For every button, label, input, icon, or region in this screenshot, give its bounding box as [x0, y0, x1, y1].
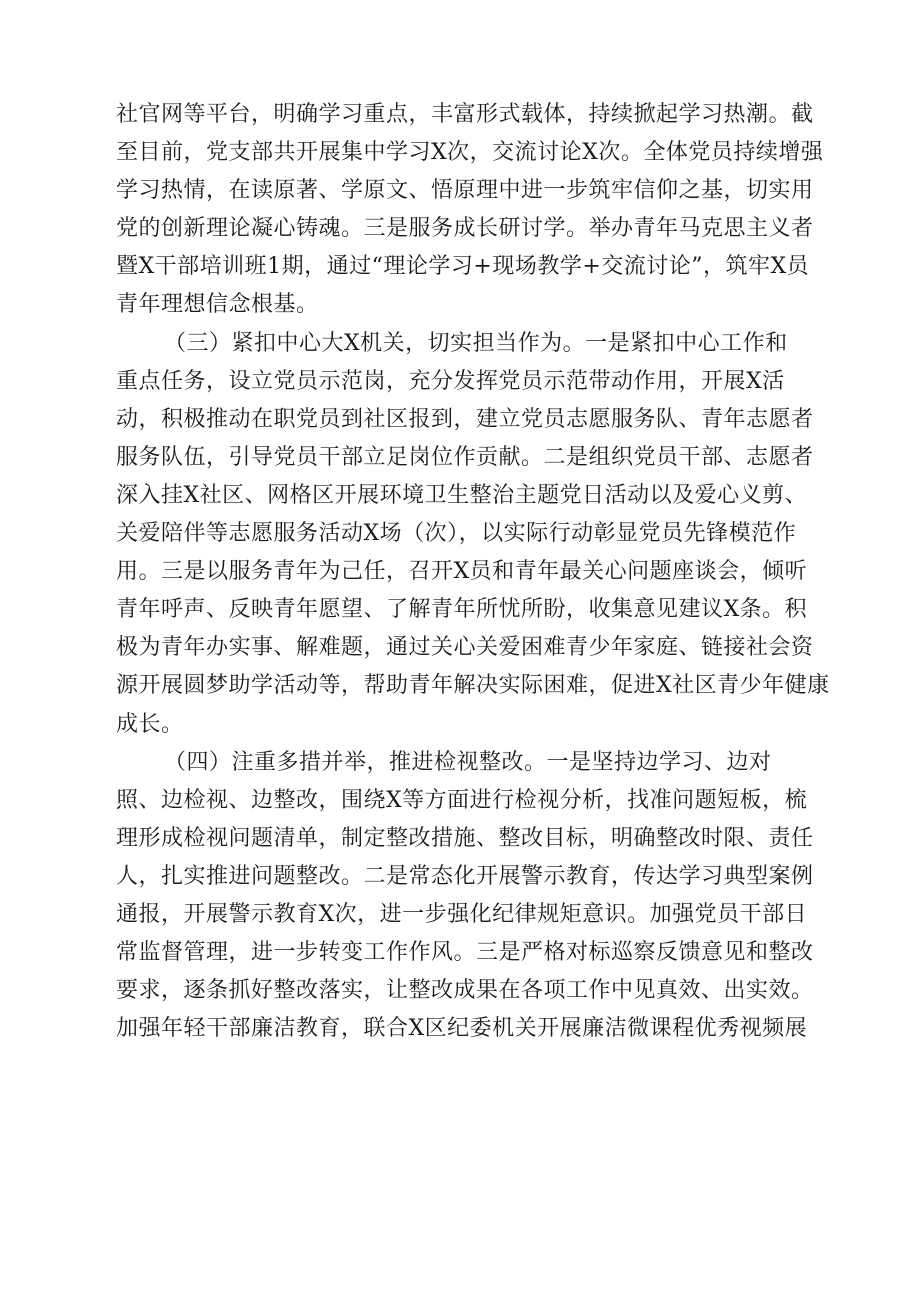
text-line: 党的创新理论凝心铸魂。三是服务成长研讨学。举办青年马克思主义者: [116, 216, 814, 242]
text-line: 社官网等平台，明确学习重点，丰富形式载体，持续掀起学习热潮。截: [116, 102, 814, 127]
section-heading-line: （四）注重多措并举，推进检视整改。一是坚持边学习、边对: [164, 749, 772, 775]
text-line: 加强年轻干部廉洁教育，联合X区纪委机关开展廉洁微课程优秀视频展: [116, 1016, 808, 1042]
text-line: 服务队伍，引导党员干部立足岗位作贡献。二是组织党员干部、志愿者: [116, 444, 814, 470]
text-line: 动，积极推动在职党员到社区报到，建立党员志愿服务队、青年志愿者: [116, 406, 814, 432]
document-body: [116, 96, 836, 1048]
text-line: 通报，开展警示教育X次，进一步强化纪律规矩意识。加强党员干部日: [116, 901, 808, 927]
text-line: 青年理想信念根基。: [116, 292, 319, 318]
text-line: 照、边检视、边整改，围绕X等方面进行检视分析，找准问题短板，梳: [116, 787, 808, 813]
text-line: 用。三是以服务青年为己任，召开X员和青年最关心问题座谈会，倾听: [116, 559, 808, 585]
section-heading-line: （三）紧扣中心大X机关，切实担当作为。一是紧扣中心工作和: [164, 330, 788, 356]
text-line: 深入挂X社区、网格区开展环境卫生整治主题党日活动以及爱心义剪、: [116, 482, 808, 508]
text-line: 人，扎实推进问题整改。二是常态化开展警示教育，传达学习典型案例: [116, 863, 814, 889]
text-line: 重点任务，设立党员示范岗，充分发挥党员示范带动作用，开展X活: [116, 368, 785, 394]
text-line: 极为青年办实事、解难题，通过关心关爱困难青少年家庭、链接社会资: [116, 635, 814, 661]
text-line: 关爱陪伴等志愿服务活动X场（次），以实际行动彰显党员先锋模范作: [116, 521, 797, 547]
text-line: 理形成检视问题清单，制定整改措施、整改目标，明确整改时限、责任: [116, 825, 814, 851]
text-line: 成长。: [116, 711, 184, 737]
text-line: 常监督管理，进一步转变工作作风。三是严格对标巡察反馈意见和整改: [116, 940, 814, 966]
text-line: 暨X干部培训班1期，通过“理论学习+现场教学+交流讨论”，筑牢X员: [116, 254, 810, 280]
text-line: 青年呼声、反映青年愿望、了解青年所忧所盼，收集意见建议X条。积: [116, 597, 808, 623]
text-line: 要求，逐条抓好整改落实，让整改成果在各项工作中见真效、出实效。: [116, 978, 814, 1004]
text-line: 源开展圆梦助学活动等，帮助青年解决实际困难，促进X社区青少年健康: [116, 673, 830, 699]
text-line: 学习热情，在读原著、学原文、悟原理中进一步筑牢信仰之基，切实用: [116, 178, 814, 204]
text-line: 至目前，党支部共开展集中学习X次，交流讨论X次。全体党员持续增强: [116, 140, 824, 166]
